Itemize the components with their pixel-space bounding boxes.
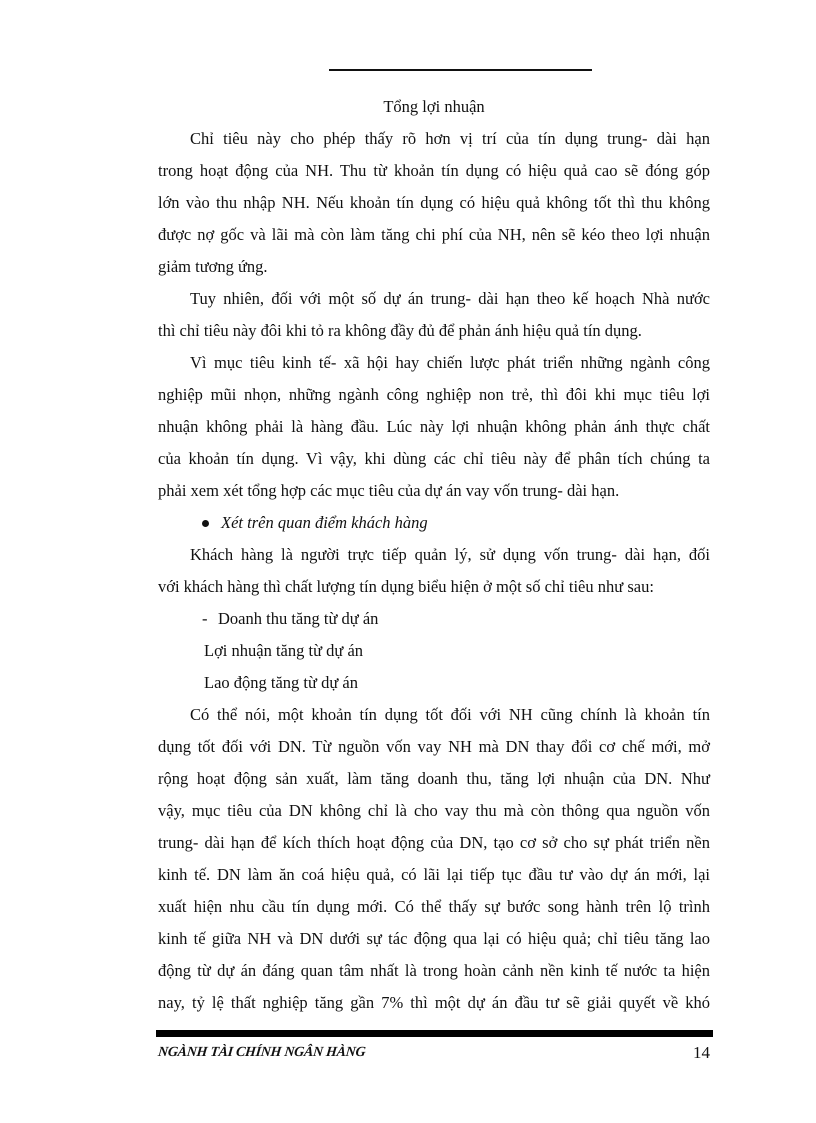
paragraph-line: Vì mục tiêu kinh tế- xã hội hay chiến lược phát triển những ngành công <box>190 353 710 372</box>
paragraph-line: vậy, mục tiêu của DN không chỉ là cho vay thu mà còn thông qua nguồn vốn <box>158 801 710 820</box>
formula-fraction-bar <box>329 69 592 71</box>
list-item <box>158 603 710 635</box>
paragraph-line: dụng tốt đối với DN. Từ nguồn vốn vay NH mà DN thay đổi cơ chế mới, mở <box>158 737 710 756</box>
list-dash: - <box>202 609 208 628</box>
paragraph-line: nhuận không phải là hàng đầu. Lúc này lợi nhuận không phản ánh thực chất <box>158 417 710 436</box>
paragraph-line: nay, tỷ lệ thất nghiệp tăng gần 7% thì một dự án đầu tư sẽ giải quyết về khó <box>158 993 710 1012</box>
section-bullet <box>158 507 710 539</box>
paragraph-line: phải xem xét tổng hợp các mục tiêu của dự án vay vốn trung- dài hạn. <box>158 481 620 500</box>
paragraph-line: lớn vào thu nhập NH. Nếu khoản tín dụng có hiệu quả không tốt thì thu không <box>158 193 710 212</box>
paragraph-line: nghiệp mũi nhọn, những ngành công nghiệp non trẻ, thì đôi khi mục tiêu lợi <box>158 385 710 404</box>
footer-title: NGÀNH TÀI CHÍNH NGÂN HÀNG <box>157 1045 367 1060</box>
paragraph-line: được nợ gốc và lãi mà còn làm tăng chi phí của NH, nên sẽ kéo theo lợi nhuận <box>158 225 710 244</box>
paragraph-line: động từ dự án đáng quan tâm nhất là trong hoàn cảnh nền kinh tế nước ta hiện <box>158 961 710 980</box>
paragraph-line: trung- dài hạn để kích thích hoạt động của DN, tạo cơ sở cho sự phát triển nền <box>158 833 710 852</box>
list-item: Lao động tăng từ dự án <box>204 673 358 692</box>
footer-rule <box>156 1030 713 1037</box>
paragraph-line: kinh tế giữa NH và DN dưới sự tác động qua lại có hiệu quả; chỉ tiêu tăng lao <box>158 929 710 948</box>
paragraph-line: rộng hoạt động sản xuất, làm tăng doanh thu, tăng lợi nhuận của DN. Như <box>158 769 710 788</box>
paragraph-line: kinh tế. DN làm ăn coá hiệu quả, có lãi lại tiếp tục đầu tư vào dự án mới, lại <box>158 865 710 884</box>
formula-denominator: Tổng lợi nhuận <box>383 97 485 116</box>
paragraph-line: giảm tương ứng. <box>158 257 268 276</box>
list-item-text: Doanh thu tăng từ dự án <box>218 609 379 628</box>
paragraph-line: trong hoạt động của NH. Thu từ khoản tín dụng có hiệu quả cao sẽ đóng góp <box>158 161 710 180</box>
paragraph-line: thì chỉ tiêu này đôi khi tỏ ra không đầy đủ để phản ánh hiệu quả tín dụng. <box>158 321 642 340</box>
paragraph-line: Khách hàng là người trực tiếp quản lý, sử dụng vốn trung- dài hạn, đối <box>190 545 710 564</box>
page-body <box>158 91 710 1019</box>
paragraph-line: Tuy nhiên, đối với một số dự án trung- dài hạn theo kế hoạch Nhà nước <box>190 289 710 308</box>
bullet-heading: Xét trên quan điểm khách hàng <box>221 513 428 532</box>
paragraph-line: Chỉ tiêu này cho phép thấy rõ hơn vị trí của tín dụng trung- dài hạn <box>190 129 710 148</box>
paragraph-line: với khách hàng thì chất lượng tín dụng biểu hiện ở một số chỉ tiêu như sau: <box>158 577 654 596</box>
bullet-icon <box>202 520 209 527</box>
paragraph-line: Có thể nói, một khoản tín dụng tốt đối với NH cũng chính là khoản tín <box>190 705 710 724</box>
page-number: 14 <box>693 1043 710 1062</box>
paragraph-line: của khoản tín dụng. Vì vậy, khi dùng các chỉ tiêu này để phân tích chúng ta <box>158 449 710 468</box>
paragraph-line: xuất hiện nhu cầu tín dụng mới. Có thể thấy sự bước song hành trên lộ trình <box>158 897 710 916</box>
list-item: Lợi nhuận tăng từ dự án <box>204 641 364 660</box>
